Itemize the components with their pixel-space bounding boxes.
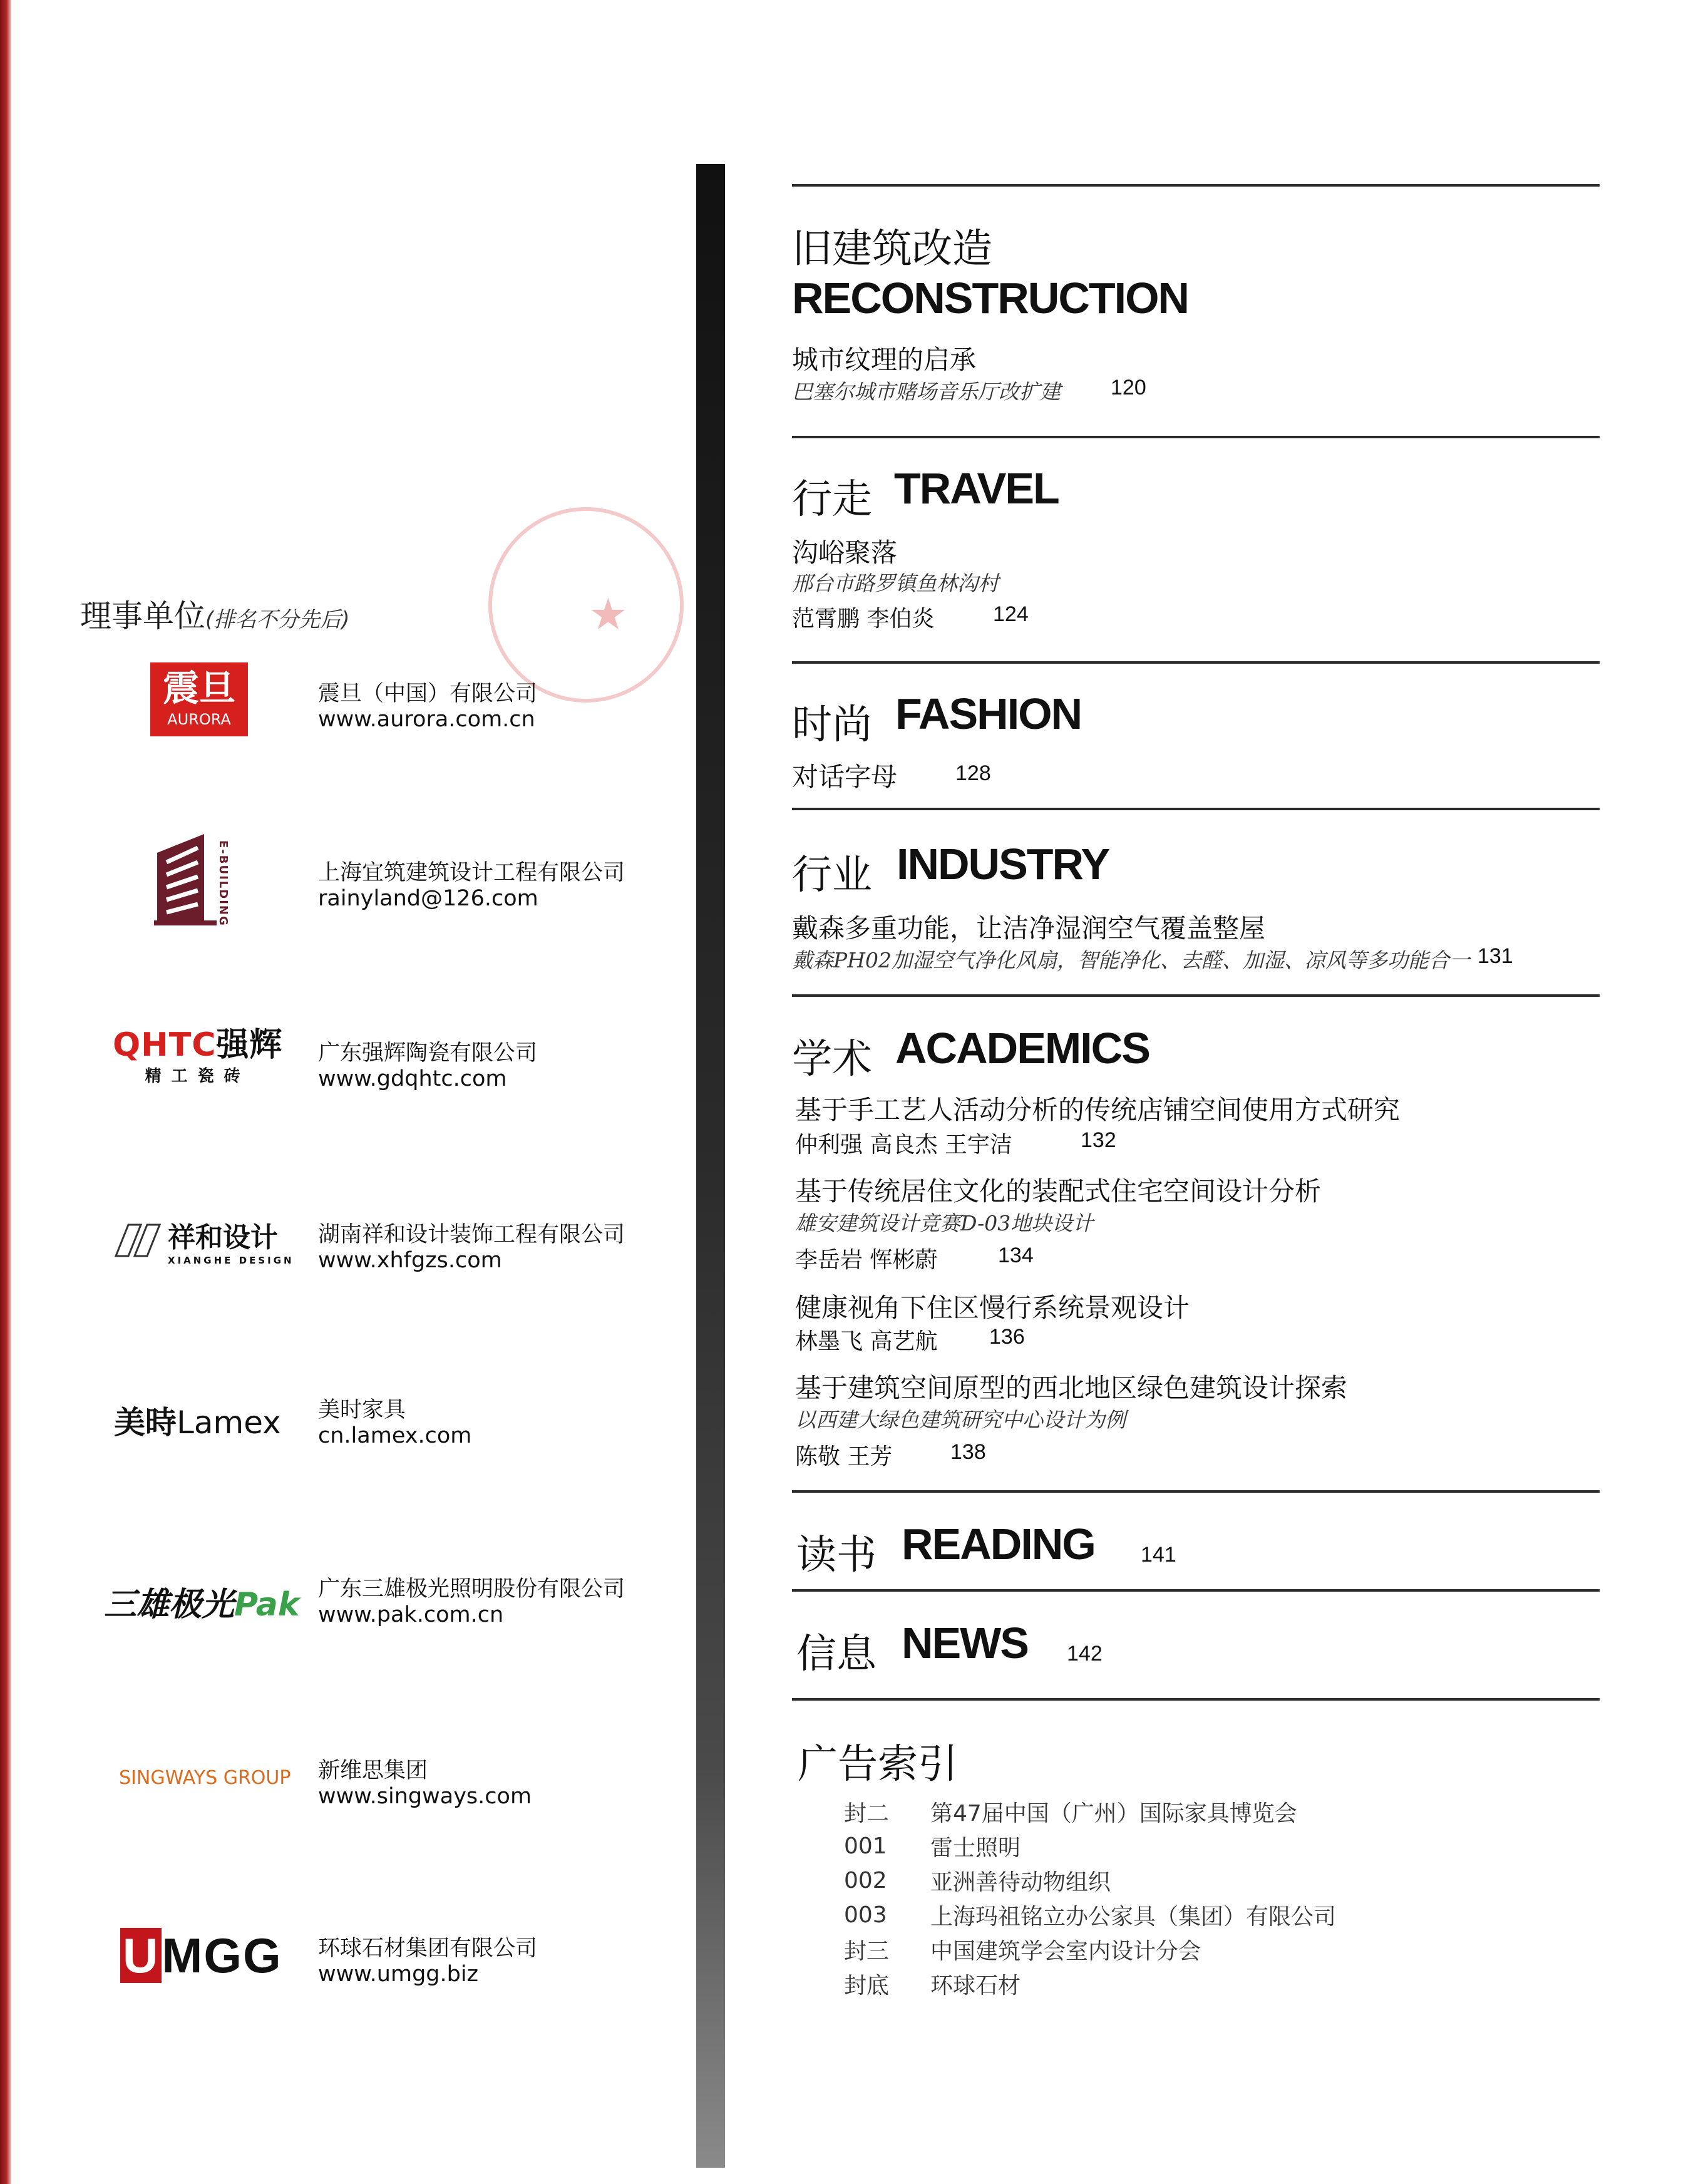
ad-code: 003 bbox=[844, 1902, 887, 1928]
sponsor-url: www.gdqhtc.com bbox=[318, 1066, 507, 1091]
sponsor-name: 广东强辉陶瓷有限公司 bbox=[318, 1041, 538, 1066]
section-fashion-en: FASHION bbox=[895, 689, 1082, 738]
ad-row bbox=[844, 1829, 1336, 1863]
sponsor-name: 震旦（中国）有限公司 bbox=[318, 681, 538, 706]
xianghe-logo bbox=[113, 1215, 294, 1266]
page-number: 142 bbox=[1067, 1642, 1103, 1666]
ad-row bbox=[844, 1967, 1336, 2001]
divider-line bbox=[792, 1589, 1600, 1592]
ad-name[interactable]: 环球石材 bbox=[930, 1973, 1021, 1999]
sponsor-url: cn.lamex.com bbox=[318, 1423, 472, 1448]
pak-logo-cn: 三雄极光 bbox=[104, 1586, 235, 1624]
aurora-logo-cn: 震旦 bbox=[162, 667, 235, 709]
section-travel-cn: 行走 bbox=[792, 476, 872, 523]
sponsors-note: (排名不分先后) bbox=[205, 607, 350, 632]
divider-line bbox=[792, 994, 1600, 997]
sponsor-name: 美时家具 bbox=[318, 1398, 406, 1423]
page-number: 138 bbox=[950, 1440, 986, 1464]
divider-line bbox=[792, 436, 1600, 438]
ad-code: 001 bbox=[844, 1833, 887, 1859]
section-reconstruction-cn: 旧建筑改造 bbox=[792, 226, 992, 272]
divider-line bbox=[792, 184, 1600, 187]
umgg-logo-u: U bbox=[120, 1928, 162, 1983]
qhtc-logo-sub: 精工瓷砖 bbox=[145, 1067, 250, 1086]
sponsor-name: 湖南祥和设计装饰工程有限公司 bbox=[318, 1222, 625, 1247]
sponsor-name: 新维思集团 bbox=[318, 1758, 428, 1783]
sponsor-item bbox=[318, 1572, 625, 1627]
sponsor-url: www.xhfgzs.com bbox=[318, 1248, 502, 1273]
page-number: 124 bbox=[993, 602, 1029, 626]
ad-row bbox=[844, 1863, 1336, 1898]
section-industry-en: INDUSTRY bbox=[897, 840, 1109, 889]
sponsor-item bbox=[318, 1393, 471, 1448]
ebuilding-logo-text: E-BUILDING bbox=[217, 840, 230, 927]
section-academics-cn: 学术 bbox=[792, 1036, 872, 1083]
article-title[interactable]: 对话字母 bbox=[792, 761, 898, 792]
sponsor-url: www.pak.com.cn bbox=[318, 1602, 504, 1627]
umgg-logo bbox=[120, 1927, 282, 1984]
section-news-en: NEWS bbox=[902, 1619, 1028, 1667]
article-authors: 范霄鹏 李伯炎 bbox=[792, 606, 935, 632]
sponsor-url: www.umgg.biz bbox=[318, 1962, 478, 1987]
sponsor-name: 环球石材集团有限公司 bbox=[318, 1936, 538, 1961]
article-title[interactable]: 基于手工艺人活动分析的传统店铺空间使用方式研究 bbox=[795, 1095, 1401, 1125]
sponsor-item bbox=[318, 1036, 537, 1091]
ads-list bbox=[844, 1795, 1336, 2001]
ad-row bbox=[844, 1932, 1336, 1967]
vertical-divider-bar bbox=[696, 164, 725, 2168]
article-title[interactable]: 基于建筑空间原型的西北地区绿色建筑设计探索 bbox=[795, 1373, 1348, 1403]
ebuilding-logo bbox=[154, 828, 235, 928]
ad-name[interactable]: 上海玛祖铭立办公家具（集团）有限公司 bbox=[930, 1904, 1337, 1930]
qhtc-logo bbox=[113, 1027, 282, 1086]
sponsor-item bbox=[318, 1931, 537, 1986]
section-travel-en: TRAVEL bbox=[894, 464, 1059, 513]
section-reconstruction-en: RECONSTRUCTION bbox=[792, 274, 1189, 322]
sponsor-item bbox=[318, 855, 625, 910]
sponsor-name: 上海宜筑建筑设计工程有限公司 bbox=[318, 860, 625, 885]
divider-line bbox=[792, 1490, 1600, 1493]
seal-star-icon: ★ bbox=[589, 589, 628, 640]
section-reading-en: READING bbox=[902, 1520, 1095, 1568]
page-number: 136 bbox=[989, 1325, 1025, 1349]
pak-logo bbox=[104, 1578, 299, 1625]
sponsors-title bbox=[80, 591, 350, 636]
page-number: 128 bbox=[955, 761, 991, 785]
singways-logo: SINGWAYS GROUP bbox=[119, 1767, 291, 1789]
ad-code: 封底 bbox=[844, 1973, 890, 1999]
lamex-logo-en: Lamex bbox=[177, 1404, 281, 1441]
page-spine bbox=[0, 0, 11, 2184]
xianghe-mark-icon bbox=[113, 1218, 163, 1262]
article-title[interactable]: 戴森多重功能，让洁净湿润空气覆盖整屋 bbox=[792, 913, 1266, 944]
divider-line bbox=[792, 1698, 1600, 1701]
sponsor-name: 广东三雄极光照明股份有限公司 bbox=[318, 1577, 625, 1602]
section-industry-cn: 行业 bbox=[792, 852, 872, 899]
divider-line bbox=[792, 661, 1600, 664]
page-number: 134 bbox=[998, 1244, 1034, 1267]
article-subtitle: 邢台市路罗镇鱼林沟村 bbox=[792, 571, 999, 595]
ad-name[interactable]: 亚洲善待动物组织 bbox=[930, 1870, 1111, 1895]
umgg-logo-rest: MGG bbox=[162, 1928, 282, 1983]
lamex-logo bbox=[114, 1398, 281, 1443]
ad-row bbox=[844, 1898, 1336, 1932]
ads-index-title: 广告索引 bbox=[798, 1741, 958, 1788]
qhtc-logo-en: QHTC bbox=[113, 1026, 217, 1064]
page-number: 141 bbox=[1141, 1543, 1176, 1567]
sponsor-url: www.aurora.com.cn bbox=[318, 707, 535, 732]
ad-row bbox=[844, 1795, 1336, 1829]
page-number: 132 bbox=[1081, 1128, 1116, 1152]
page-number: 120 bbox=[1111, 376, 1146, 399]
article-title[interactable]: 基于传统居住文化的装配式住宅空间设计分析 bbox=[795, 1176, 1322, 1207]
section-fashion-cn: 时尚 bbox=[792, 702, 872, 748]
article-authors: 陈敬 王芳 bbox=[795, 1444, 893, 1470]
xianghe-logo-en: XIANGHE DESIGN bbox=[168, 1255, 294, 1266]
red-seal-stamp bbox=[488, 507, 684, 703]
article-title[interactable]: 沟峪聚落 bbox=[792, 537, 898, 568]
article-subtitle: 以西建大绿色建筑研究中心设计为例 bbox=[795, 1408, 1126, 1432]
article-title[interactable]: 健康视角下住区慢行系统景观设计 bbox=[795, 1292, 1190, 1323]
section-reading-cn: 读书 bbox=[796, 1532, 876, 1579]
article-authors: 仲利强 高良杰 王宇洁 bbox=[795, 1132, 1012, 1158]
ad-name[interactable]: 中国建筑学会室内设计分会 bbox=[930, 1939, 1201, 1964]
article-subtitle: 戴森PH02加湿空气净化风扇，智能净化、去醛、加湿、凉风等多功能合一 bbox=[792, 948, 1470, 972]
article-subtitle: 雄安建筑设计竞赛D-03地块设计 bbox=[795, 1211, 1094, 1235]
aurora-logo bbox=[150, 662, 248, 736]
sponsor-url: www.singways.com bbox=[318, 1784, 532, 1809]
ad-code: 002 bbox=[844, 1868, 887, 1893]
article-title[interactable]: 城市纹理的启承 bbox=[792, 344, 977, 375]
article-authors: 李岳岩 恽彬蔚 bbox=[795, 1247, 938, 1273]
ad-name[interactable]: 第47届中国（广州）国际家具博览会 bbox=[930, 1801, 1297, 1826]
ad-code: 封三 bbox=[844, 1939, 890, 1964]
ad-name[interactable]: 雷士照明 bbox=[930, 1835, 1021, 1861]
sponsor-item bbox=[318, 1217, 625, 1272]
lamex-logo-cn: 美時 bbox=[114, 1404, 177, 1441]
aurora-logo-en: AURORA bbox=[167, 711, 231, 728]
page-number: 131 bbox=[1478, 944, 1513, 968]
article-authors: 林墨飞 高艺航 bbox=[795, 1329, 938, 1354]
article-subtitle: 巴塞尔城市赌场音乐厅改扩建 bbox=[792, 379, 1061, 404]
sponsor-url: rainyland@126.com bbox=[318, 886, 538, 911]
sponsor-item bbox=[318, 676, 537, 731]
divider-line bbox=[792, 808, 1600, 810]
sponsor-item bbox=[318, 1753, 532, 1808]
section-academics-en: ACADEMICS bbox=[895, 1024, 1149, 1073]
ad-code: 封二 bbox=[844, 1801, 890, 1826]
pak-logo-en: Pak bbox=[234, 1586, 300, 1624]
qhtc-logo-cn: 强辉 bbox=[216, 1026, 283, 1064]
section-news-cn: 信息 bbox=[796, 1631, 876, 1677]
xianghe-logo-cn: 祥和设计 bbox=[168, 1222, 278, 1254]
sponsors-heading: 理事单位 bbox=[80, 598, 205, 634]
